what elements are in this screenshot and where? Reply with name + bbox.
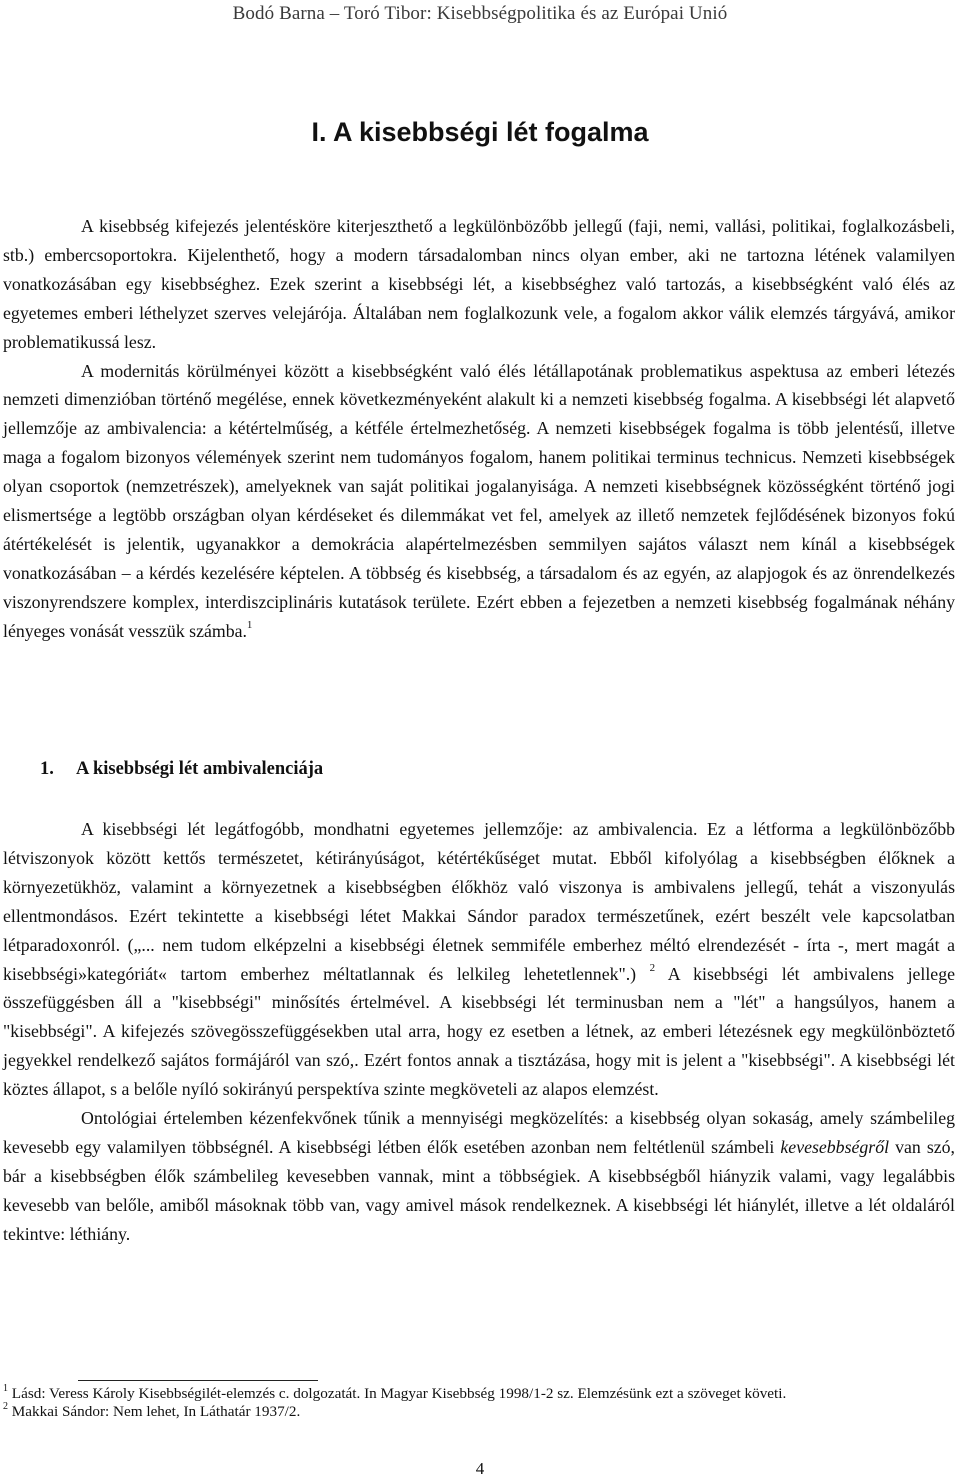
emphasis-term: kevesebbségről [780,1136,890,1157]
footnote-2-text: Makkai Sándor: Nem lehet, In Láthatár 1937/2. [11,1403,301,1420]
intro-paragraph-2 [3,357,955,646]
section-heading [40,759,323,780]
section-paragraph-2-a: Ontológiai értelemben kézenfekvőnek tűnik a mennyiségi megközelítés: a kisebbség olyan sokaság, amely számbelileg kevesebb egy valamilyen többségnél. A kisebbségi létben élők esetében azonban nem feltétlenül számbeli [3,1108,955,1157]
section-number: 1. [40,759,54,779]
footnote-ref-2[interactable]: 2 [649,961,656,974]
footnote-1 [3,1385,955,1403]
footnote-2-number: 2 [3,1401,8,1412]
intro-paragraph-1-text: A kisebbség kifejezés jelentésköre kiterjeszthető a legkülönbözőbb jellegű (faji, nemi, vallási, politikai, foglalkozásbeli, stb.) embercsoportokra. Kijelenthető, hogy a modern társadalomban nincs olyan ember, aki ne tartozna létének valamilyen vonatkozásában egy kisebbséghez. Ezek szerint a kisebbségi lét, a kisebbséghez való tartozás, a kisebbségként való élés az egyetemes emberi léthelyzet szerves velejárója. Általában nem foglalkozunk vele, a fogalom akkor válik elemzés tárgyává, amikor problematikussá lesz. [3,216,955,352]
page-number: 4 [475,1459,485,1478]
section-paragraph-2 [3,1104,955,1249]
intro-paragraph-2-text: A modernitás körülményei között a kisebbségként való élés létállapotának problematikus aspektusa az emberi létezés nemzeti dimenzióban történő megélése, ennek következményeként alakult ki a nemzeti kisebbség fogalma. A kisebbségi lét alapvető jellemzője az ambivalencia: a kétértelműség, a kétféle értelmezhetőség. A nemzeti kisebbségek fogalma is több jelentésű, illetve maga a fogalom bizonyos vélemények szerint nem tudományos fogalom, hanem politikai terminus technicus. Nemzeti kisebbségek olyan csoportok (nemzetrészek), amelyeknek van saját politikai jogalanyisága. A nemzeti kisebbségnek közösségként történő jogi elismertsége a legtöbb országban olyan kérdéseket és dilemmákat vet fel, amelyek az illető nemzetek fejlődésének bizonyos fokú átértékelését is jelentik, ugyanakkor a demokrácia alapértelmezésben semmilyen sajátos választ nem kínál a kisebbségek vonatkozásában – a kérdés kezelésére képtelen. A többség és kisebbség, a társadalom és az egyén, az alapjogok és az önrendelkezés viszonyrendszere komplex, interdiszciplináris kutatások területe. Ezért ebben a fejezetben a nemzeti kisebbség fogalmának néhány lényeges vonását vesszük számba. [3,360,955,641]
footnotes [3,1385,955,1421]
section-paragraph-1-text: A kisebbségi lét legátfogóbb, mondhatni egyetemes jellemzője: az ambivalencia. Ez a létforma a legkülönbözőbb létviszonyok között kettős természetet, kétirányúságot, kétértékűséget mutat. Ebből kifolyólag a kisebbségben élőknek a környezetükhöz, valamint a környezetnek a kisebbségben élőkhöz való viszonya is ambivalens jellegű, tehát a viszonyulás ellentmondásos. Ezért tekintette a kisebbségi létet Makkai Sándor paradox természetűnek, ezért beszélt vele kapcsolatban létparadoxonról. („... nem tudom elképzelni a kisebbségi életnek semmiféle emberhez méltó elrendezését - írta -, mert magát a kisebbségi»kategóriát« tartom emberhez méltatlannak és lelkileg lehetetlennek".) [3,819,955,984]
footnote-1-text: Lásd: Veress Károly Kisebbségilét-elemzés c. dolgozatát. In Magyar Kisebbség 1998/1-2 sz. Elemzésünk ezt a szöveget követi. [11,1385,787,1402]
footnote-ref-1[interactable]: 1 [246,618,253,631]
section-paragraph-2-b: van szó, bár a kisebbségben élők számbelileg kevesebben vannak, mint a többségiek. A kisebbségből hiányzik valami, vagy legalábbis kevesebb van belőle, amiből másoknak több van, vagy amivel mások rendelkeznek. A kisebbségi lét hiánylét, illetve a lét oldaláról tekintve: léthiány. [3,1136,955,1244]
chapter-title: I. A kisebbségi lét fogalma [311,117,649,147]
footnote-2 [3,1403,955,1421]
footnote-divider [78,1380,318,1381]
section-paragraph-1 [3,815,955,1104]
intro-text [3,212,955,646]
section-title: A kisebbségi lét ambivalenciája [76,759,324,779]
footnote-1-number: 1 [3,1383,8,1394]
intro-paragraph-1 [3,212,955,357]
section-text [3,815,955,1249]
running-head: Bodó Barna – Toró Tibor: Kisebbségpolitika és az Európai Unió [232,3,728,24]
section-paragraph-1-cont: A kisebbségi lét ambivalens jellege összefüggésben áll a "kisebbségi" minősítés értelmével. A kisebbségi lét terminusban nem a "lét" a hangsúlyos, hanem a "kisebbségi". A kifejezés szövegösszefüggésekben utal arra, hogy ez esetben a létnek, az emberi létezésnek egy megkülönböztető jegyekkel rendelkező sajátos formájáról van szó,. Ezért fontos annak a tisztázása, hogy mit is jelent a "kisebbségi". A kisebbségi lét köztes állapot, s a belőle nyíló sokirányú perspektíva szinte megköveteli az alapos elemzést. [3,963,955,1100]
